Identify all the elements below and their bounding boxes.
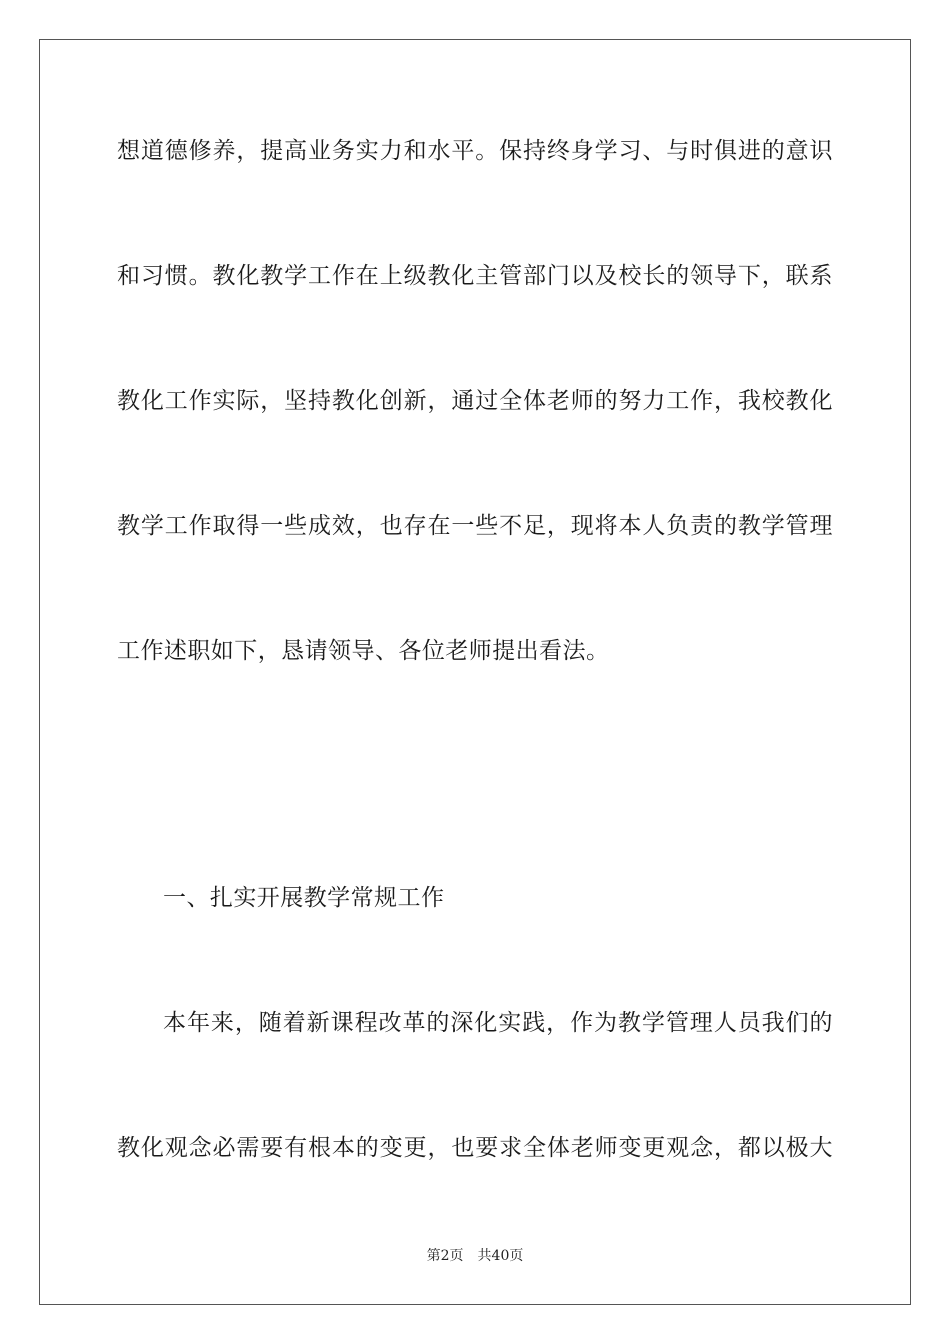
page-total: 共40页 <box>477 1248 524 1264</box>
body-line-2: 和习惯。教化教学工作在上级教化主管部门以及校长的领导下，联系 <box>117 263 833 289</box>
body-line-4: 教学工作取得一些成效，也存在一些不足，现将本人负责的教学管理 <box>117 513 833 539</box>
paragraph-line-2: 教化观念必需要有根本的变更，也要求全体老师变更观念，都以极大 <box>117 1135 833 1161</box>
paragraph-line-1: 本年来，随着新课程改革的深化实践，作为教学管理人员我们的 <box>163 1010 833 1036</box>
body-line-3: 教化工作实际，坚持教化创新，通过全体老师的努力工作，我校教化 <box>117 388 833 414</box>
body-line-1: 想道德修养，提高业务实力和水平。保持终身学习、与时俱进的意识 <box>117 138 833 164</box>
section-heading: 一、扎实开展教学常规工作 <box>163 885 445 911</box>
page-footer <box>0 1247 950 1265</box>
page-number: 第2页 <box>426 1248 464 1264</box>
body-line-5: 工作述职如下，恳请领导、各位老师提出看法。 <box>117 638 610 664</box>
page-border <box>39 39 911 1305</box>
